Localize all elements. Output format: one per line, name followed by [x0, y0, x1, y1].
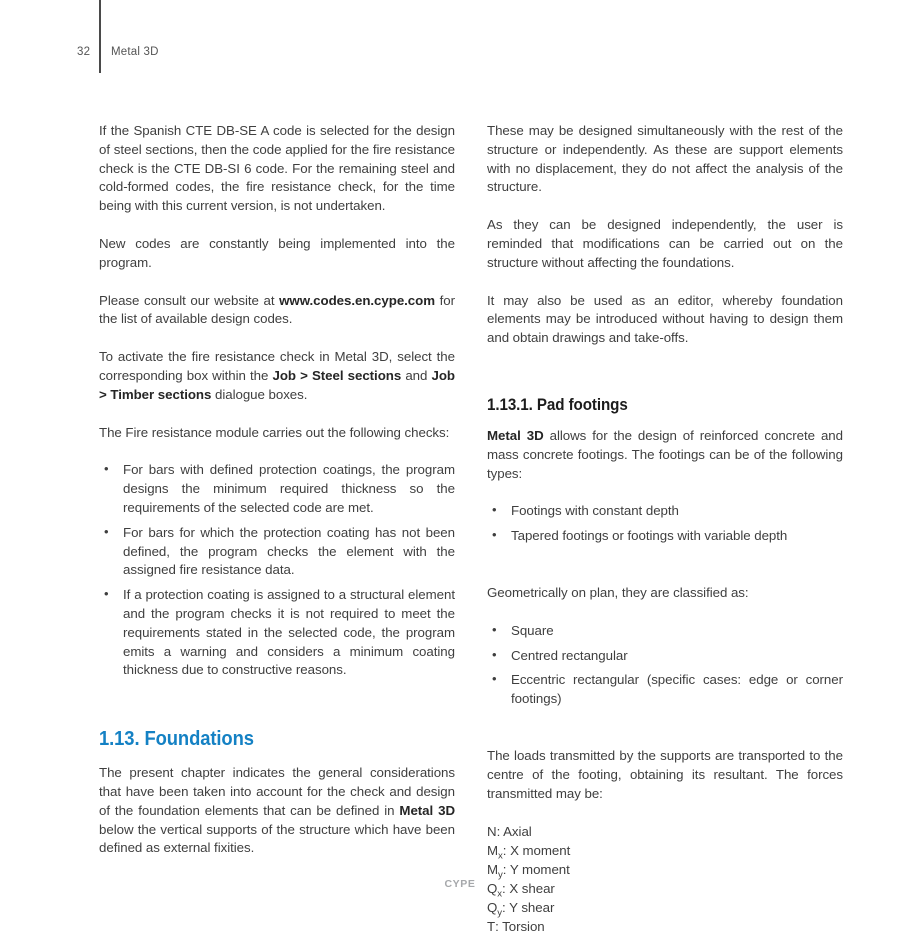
- force-item-shear-y: [487, 898, 843, 917]
- product-name-bold: Metal 3D: [487, 427, 544, 443]
- section-spacer: [99, 699, 455, 727]
- paragraph-designed-simultaneously: [487, 122, 843, 197]
- paragraph-text: Geometrically on plan, they are classified as:: [487, 584, 749, 600]
- list-footing-types: [487, 502, 843, 546]
- menu-path-timber-sections: Job > Timber sections: [99, 367, 456, 402]
- list-item: • If a protection coating is assigned to a structural element and the program checks it is not required to meet the requirements stated in the selected code, the program emits a warning and considers a minimum coating thickness due to constructive reasons.: [99, 586, 455, 680]
- force-item-torsion: [487, 917, 843, 936]
- paragraph-geometric-classification-intro: [487, 584, 843, 603]
- paragraph-footing-types-intro: [487, 427, 843, 483]
- page-number: 32: [77, 46, 91, 58]
- paragraph-text-tail: allows for the design of reinforced concrete and mass concrete footings. The footings can be of the following types:: [487, 427, 843, 481]
- footer-brand: CYPE: [444, 878, 476, 890]
- left-column: [99, 122, 455, 858]
- chapter-heading-foundations: 1.13. Foundations: [99, 728, 254, 751]
- product-name-bold: Metal 3D: [399, 802, 455, 818]
- force-symbol: T: [487, 919, 496, 935]
- paragraph-text-mid: and: [401, 367, 432, 383]
- list-item: • Square: [487, 622, 843, 641]
- paragraph-text: The loads transmitted by the supports are transported to the centre of the footing, obtaining its resultant. The forces transmitted may be:: [487, 747, 843, 801]
- paragraph-new-codes: [99, 235, 455, 273]
- paragraph-text-lead: The present chapter indicates the general considerations that have been taken into account for the check and design of the foundation elements that can be defined in: [99, 765, 455, 818]
- force-symbol: Q: [487, 900, 498, 916]
- paragraph-text: If the Spanish CTE DB-SE A code is selected for the design of steel sections, then the code applied for the fire resistance check is the CTE DB-SI 6 code. For the remaining steel and cold-formed codes, the fire resistance check, for the time being with this current version, is not undertaken.: [99, 123, 455, 214]
- paragraph-text: As they can be designed independently, the user is reminded that modifications can be carried out on the structure without affecting the foundations.: [487, 217, 843, 270]
- menu-path-steel-sections: Job > Steel sections: [272, 367, 402, 383]
- paragraph-designed-independently: [487, 216, 843, 272]
- list-footing-shapes: [487, 622, 843, 709]
- force-symbol: N: [487, 824, 497, 840]
- paragraph-text: It may also be used as an editor, whereby foundation elements may be introduced without having to design them and obtain drawings and take-offs.: [487, 292, 843, 346]
- force-symbol: M: [487, 843, 499, 859]
- list-item: • For bars with defined protection coatings, the program designs the minimum required thickness so the requirements of the selected code are met.: [99, 461, 455, 517]
- paragraph-text-tail: for the list of available design codes.: [99, 292, 456, 327]
- paragraph-used-as-editor: [487, 292, 843, 348]
- force-description: : Y shear: [502, 900, 555, 916]
- paragraph-text-lead: To activate the fire resistance check in Metal 3D, select the corresponding box within the: [99, 349, 455, 383]
- paragraph-module-checks-intro: [99, 424, 455, 443]
- force-item-axial: [487, 822, 843, 841]
- paragraph-text: The Fire resistance module carries out the following checks:: [99, 424, 450, 440]
- running-header-title: Metal 3D: [111, 46, 159, 58]
- force-item-moment-x: [487, 841, 843, 860]
- list-item: • Tapered footings or footings with variable depth: [487, 527, 843, 546]
- paragraph-text-tail: dialogue boxes.: [211, 386, 308, 402]
- paragraph-website-consult: [99, 292, 455, 330]
- force-subscript: y: [498, 869, 503, 881]
- right-column: [487, 122, 843, 936]
- list-spacer: [487, 565, 843, 584]
- force-subscript: x: [497, 888, 503, 900]
- force-description: : Y moment: [502, 862, 570, 878]
- paragraph-text: These may be designed simultaneously with the rest of the structure or independently. As these are support elements with no displacement, they do not affect the analysis of the structure.: [487, 123, 843, 195]
- paragraph-fire-resistance-codes: [99, 122, 455, 216]
- force-subscript: y: [497, 907, 503, 919]
- force-symbol: Q: [487, 881, 498, 897]
- sub-heading-pad-footings: 1.13.1. Pad footings: [487, 395, 628, 414]
- paragraph-loads-transmitted: [487, 747, 843, 803]
- list-item: • Footings with constant depth: [487, 502, 843, 521]
- list-spacer: [487, 728, 843, 747]
- list-item: • Centred rectangular: [487, 647, 843, 666]
- force-description: : X shear: [502, 881, 555, 897]
- force-symbol: M: [487, 862, 499, 878]
- header-divider-rule: [99, 0, 101, 73]
- website-url-bold: www.codes.en.cype.com: [279, 292, 435, 308]
- list-fire-resistance-checks: [99, 461, 455, 680]
- paragraph-text: New codes are constantly being implemented into the program.: [99, 235, 455, 270]
- paragraph-activate-check: [99, 348, 455, 404]
- force-subscript: x: [498, 850, 503, 862]
- section-spacer: [487, 367, 843, 395]
- list-item: • For bars for which the protection coating has not been defined, the program checks the element with the assigned fire resistance data.: [99, 524, 455, 580]
- paragraph-text-lead: Please consult our website at: [99, 292, 280, 308]
- force-description: : Torsion: [495, 919, 545, 935]
- page-header: [0, 0, 920, 90]
- paragraph-chapter-intro: [99, 764, 455, 858]
- list-item: • Eccentric rectangular (specific cases: edge or corner footings): [487, 671, 843, 709]
- page-footer: [0, 874, 920, 892]
- force-description: : Axial: [496, 824, 532, 840]
- paragraph-text-tail: below the vertical supports of the structure which have been defined as external fixities.: [99, 821, 455, 856]
- force-description: : X moment: [502, 843, 571, 859]
